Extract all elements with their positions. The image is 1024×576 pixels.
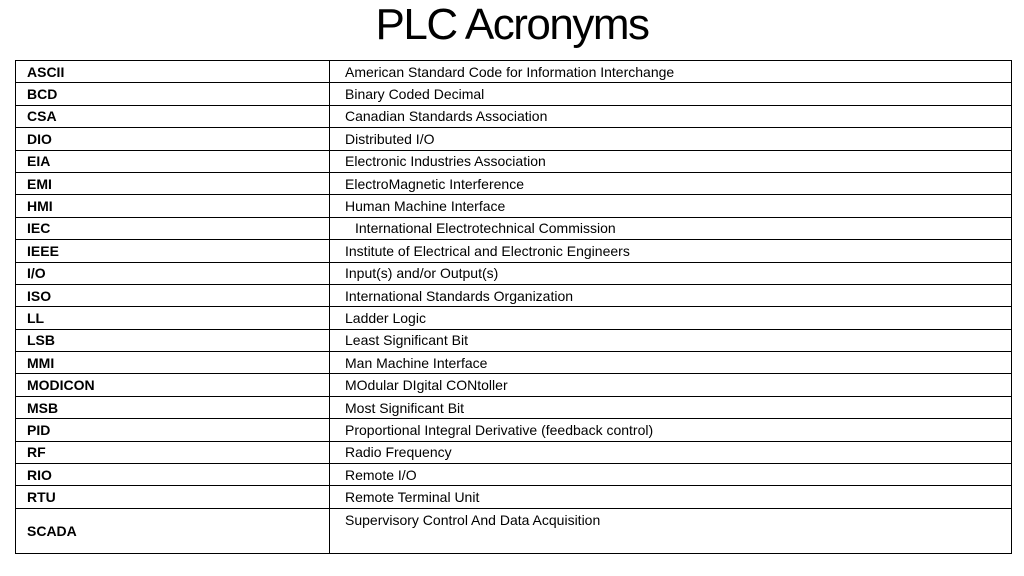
acronym-cell: LSB	[16, 329, 330, 351]
acronym-cell: RTU	[16, 486, 330, 508]
acronym-cell: RF	[16, 441, 330, 463]
table-row	[16, 128, 1012, 150]
page-title: PLC Acronyms	[375, 0, 649, 49]
table-row	[16, 396, 1012, 418]
table-row	[16, 352, 1012, 374]
definition-cell: Ladder Logic	[330, 307, 1012, 329]
definition-cell: American Standard Code for Information Interchange	[330, 61, 1012, 83]
definition-cell: Supervisory Control And Data Acquisition	[330, 508, 1012, 553]
table-row	[16, 150, 1012, 172]
acronym-cell: MODICON	[16, 374, 330, 396]
acronym-cell: HMI	[16, 195, 330, 217]
table-row	[16, 172, 1012, 194]
table-row	[16, 61, 1012, 83]
definition-cell: Man Machine Interface	[330, 352, 1012, 374]
acronym-cell: PID	[16, 419, 330, 441]
table-row	[16, 464, 1012, 486]
table-row	[16, 195, 1012, 217]
table-row	[16, 441, 1012, 463]
acronym-cell: RIO	[16, 464, 330, 486]
definition-cell: Electronic Industries Association	[330, 150, 1012, 172]
acronym-cell: IEC	[16, 217, 330, 239]
table-row	[16, 240, 1012, 262]
acronym-cell: BCD	[16, 83, 330, 105]
acronym-cell: MSB	[16, 396, 330, 418]
acronym-cell: MMI	[16, 352, 330, 374]
table-row	[16, 419, 1012, 441]
table-row	[16, 508, 1012, 553]
acronym-cell: I/O	[16, 262, 330, 284]
definition-cell: MOdular DIgital CONtoller	[330, 374, 1012, 396]
acronym-cell: EMI	[16, 172, 330, 194]
definition-cell: Most Significant Bit	[330, 396, 1012, 418]
acronym-cell: ISO	[16, 284, 330, 306]
definition-cell: International Standards Organization	[330, 284, 1012, 306]
definition-cell: Least Significant Bit	[330, 329, 1012, 351]
definition-cell: Input(s) and/or Output(s)	[330, 262, 1012, 284]
definition-cell: ElectroMagnetic Interference	[330, 172, 1012, 194]
acronym-cell: CSA	[16, 105, 330, 127]
table-row	[16, 105, 1012, 127]
acronym-cell: ASCII	[16, 61, 330, 83]
definition-cell: Distributed I/O	[330, 128, 1012, 150]
definition-cell: Proportional Integral Derivative (feedback control)	[330, 419, 1012, 441]
definition-cell: Human Machine Interface	[330, 195, 1012, 217]
acronym-cell: EIA	[16, 150, 330, 172]
definition-cell: Remote Terminal Unit	[330, 486, 1012, 508]
definition-cell: Remote I/O	[330, 464, 1012, 486]
acronym-cell: SCADA	[16, 508, 330, 553]
acronym-cell: DIO	[16, 128, 330, 150]
table-row	[16, 262, 1012, 284]
acronym-cell: IEEE	[16, 240, 330, 262]
definition-cell: Binary Coded Decimal	[330, 83, 1012, 105]
definition-cell: Canadian Standards Association	[330, 105, 1012, 127]
table-row	[16, 374, 1012, 396]
table-row	[16, 329, 1012, 351]
table-row	[16, 217, 1012, 239]
table-row	[16, 307, 1012, 329]
table-row	[16, 83, 1012, 105]
acronym-table	[15, 60, 1012, 554]
definition-cell: Institute of Electrical and Electronic Engineers	[330, 240, 1012, 262]
definition-cell: Radio Frequency	[330, 441, 1012, 463]
acronym-cell: LL	[16, 307, 330, 329]
table-row	[16, 284, 1012, 306]
definition-cell: International Electrotechnical Commission	[330, 217, 1012, 239]
table-row	[16, 486, 1012, 508]
